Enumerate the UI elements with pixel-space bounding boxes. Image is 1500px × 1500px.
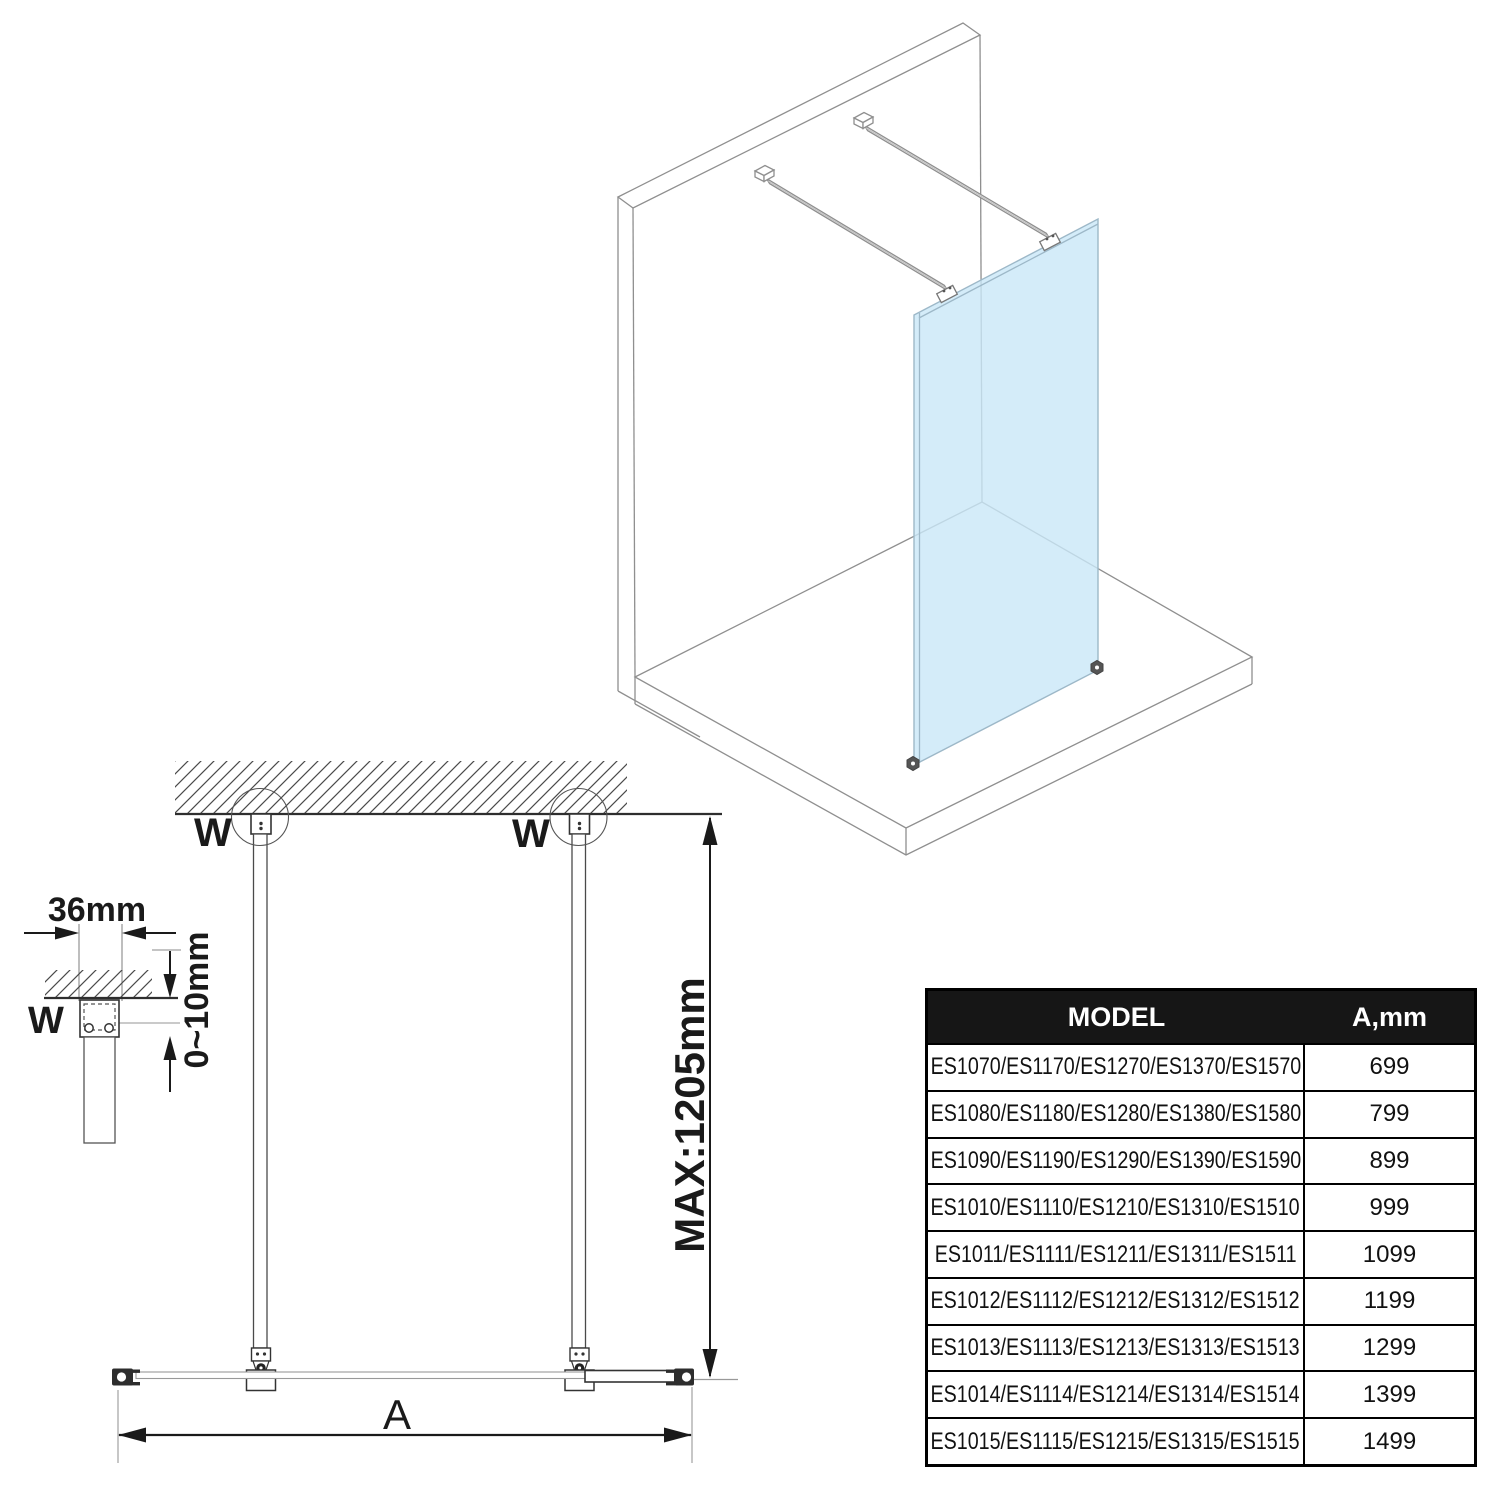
plan-bar-left-pivot-center: [259, 1366, 262, 1369]
plan-bar-left-bracket-screw-1: [259, 822, 262, 825]
glass-clamp-left-screw-1: [943, 290, 946, 293]
wall-top-face: [618, 23, 980, 208]
plan-support-rail-segment: [585, 1371, 677, 1383]
plan-bar-right-pivot-center: [578, 1366, 581, 1369]
glass-clamp-left-screw-2: [949, 287, 952, 290]
model-text: ES1011/ES1111/ES1211/ES1311/ES1511: [934, 1240, 1297, 1268]
plan-bar-right-bracket-screw-2: [578, 827, 581, 830]
model-cell: [928, 1185, 1305, 1230]
model-cell: [928, 1326, 1305, 1371]
a-mm-cell: 1399: [1362, 1380, 1417, 1408]
model-text: ES1090/ES1190/ES1290/ES1390/ES1590: [930, 1146, 1301, 1174]
dim-a-arrow-right: [664, 1428, 692, 1443]
plan-bar-left-glass-screw-1: [256, 1352, 259, 1355]
wall-plate-left: [755, 166, 774, 182]
col-header-a-mm: A,mm: [1351, 1001, 1427, 1032]
dim-gap-arrow-down: [164, 974, 177, 998]
plan-bar-right-glass-screw-1: [574, 1352, 577, 1355]
wall-mount-label-left: W: [194, 811, 232, 855]
plan-bar-left-bracket-screw-2: [259, 827, 262, 830]
detail-bracket: [80, 1000, 119, 1143]
table-row: [928, 1183, 1474, 1230]
wall-gap-label: 0~10mm: [178, 931, 216, 1069]
plan-end-cap-right-pivot: [682, 1372, 691, 1381]
model-text: ES1014/ES1114/ES1214/ES1314/ES1514: [930, 1380, 1301, 1408]
dim-a-arrow-left: [118, 1428, 146, 1443]
table-row: [928, 1137, 1474, 1184]
model-cell: [928, 1372, 1305, 1417]
wall-outer-bottom-edge: [618, 691, 700, 737]
glass-clamp-right-screw-1: [1046, 238, 1049, 241]
a-mm-cell: 899: [1369, 1146, 1410, 1174]
dimension-max-length: [666, 816, 738, 1380]
width-a-label: A: [382, 1391, 412, 1438]
support-bar-right: [854, 113, 1060, 251]
col-header-model: MODEL: [1067, 1001, 1166, 1032]
dimension-width-a: [118, 1387, 692, 1463]
a-mm-cell: 1099: [1362, 1240, 1417, 1268]
dim-gap-arrow-up: [164, 1036, 177, 1060]
model-cell: [928, 1092, 1305, 1137]
table-row: [928, 1043, 1474, 1090]
plan-bar-right-glass-screw-2: [581, 1352, 584, 1355]
plan-bar-left: [232, 789, 289, 1391]
bar-right-center-line: [866, 128, 1048, 236]
model-cell: [928, 1139, 1305, 1184]
glass-clamp-right-screw-2: [1052, 235, 1055, 238]
dim-max-arrow-up: [703, 816, 718, 845]
spec-table: [925, 988, 1477, 1467]
wall-plate-right: [854, 113, 873, 129]
model-cell: [928, 1232, 1305, 1277]
a-mm-cell: 699: [1369, 1053, 1410, 1081]
bar-left-center-line: [768, 181, 946, 288]
detail-bar-body: [84, 1037, 115, 1143]
glass-foot-right: [1091, 661, 1103, 675]
glass-foot-left-cap: [911, 762, 915, 766]
detail-wall-hatch: [45, 970, 152, 998]
model-text: ES1015/ES1115/ES1215/ES1315/ES1515: [930, 1427, 1301, 1455]
table-row: [928, 1324, 1474, 1371]
max-length-label: MAX:1205mm: [666, 977, 713, 1253]
model-text: ES1010/ES1110/ES1210/ES1310/ES1510: [930, 1193, 1301, 1221]
wall-left-inner-edge: [633, 208, 635, 677]
glass-foot-left: [907, 757, 919, 771]
bracket-detail-view: [24, 891, 216, 1143]
plan-end-cap-right-grip-top: [666, 1370, 675, 1373]
wall-mount-label-right: W: [512, 812, 550, 856]
model-cell: [928, 1419, 1305, 1464]
support-bar-left: [755, 166, 957, 303]
dim-max-arrow-down: [703, 1349, 718, 1378]
model-text: ES1013/ES1113/ES1213/ES1313/ES1513: [930, 1334, 1301, 1362]
glass-foot-right-cap: [1095, 666, 1099, 670]
table-row: [928, 1090, 1474, 1137]
plan-bar-right-bracket-screw-1: [578, 822, 581, 825]
plan-bar-right: [550, 789, 607, 1391]
dimension-wall-gap: [152, 931, 216, 1092]
model-text: ES1080/ES1180/ES1280/ES1380/ES1580: [930, 1100, 1301, 1128]
isometric-view: [618, 23, 1252, 855]
a-mm-cell: 1499: [1362, 1427, 1417, 1455]
table-row: [928, 1277, 1474, 1324]
plan-bar-right-glass-bracket: [570, 1348, 589, 1361]
plan-bar-left-glass-bracket: [252, 1348, 271, 1361]
plan-glass: [112, 1369, 694, 1386]
plan-wall-hatch: [175, 761, 627, 814]
model-cell: [928, 1045, 1305, 1090]
table-row: [928, 1230, 1474, 1277]
plan-view: [112, 761, 738, 1463]
wall-mount-label-detail: W: [28, 1000, 64, 1042]
bracket-width-label: 36mm: [47, 891, 147, 929]
a-mm-cell: 799: [1369, 1100, 1410, 1128]
model-text: ES1012/ES1112/ES1212/ES1312/ES1512: [930, 1287, 1301, 1315]
model-cell: [928, 1279, 1305, 1324]
plan-bar-right-body: [572, 834, 586, 1348]
plan-end-cap-left-pivot: [117, 1372, 126, 1381]
plan-bar-left-body: [254, 834, 268, 1348]
spec-table-header: [928, 991, 1474, 1043]
model-text: ES1070/ES1170/ES1270/ES1370/ES1570: [930, 1053, 1301, 1081]
detail-bracket-screw-2: [105, 1024, 113, 1032]
detail-bracket-screw-1: [85, 1024, 93, 1032]
a-mm-cell: 999: [1369, 1193, 1410, 1221]
table-row: [928, 1417, 1474, 1464]
a-mm-cell: 1199: [1363, 1287, 1416, 1315]
plan-bar-left-glass-screw-2: [263, 1352, 266, 1355]
a-mm-cell: 1299: [1362, 1334, 1417, 1362]
plan-end-cap-right-grip-bottom: [666, 1382, 675, 1385]
table-row: [928, 1370, 1474, 1417]
